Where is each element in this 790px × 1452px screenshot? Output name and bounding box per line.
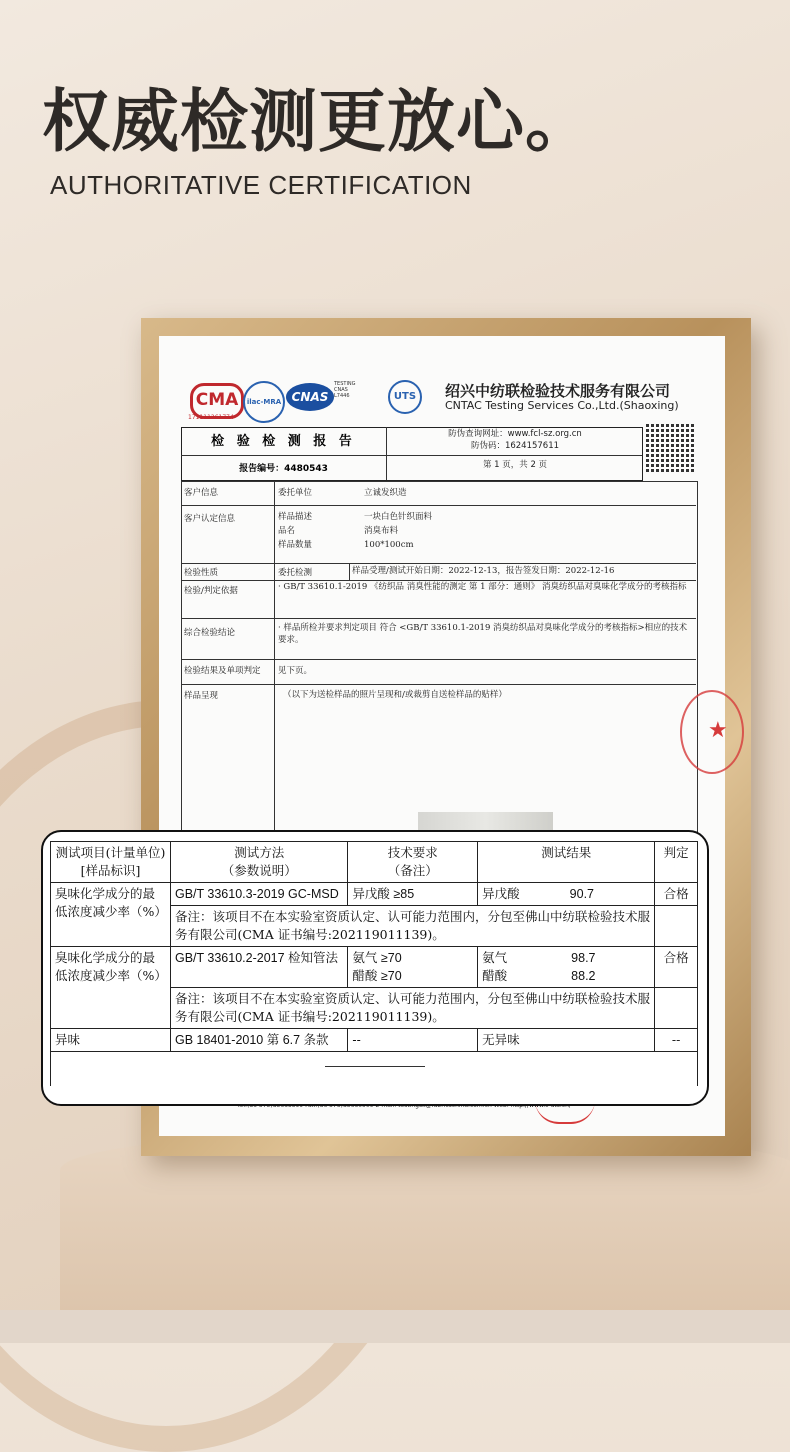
test-verdict: -- [655, 1029, 698, 1052]
qr-code-icon [646, 424, 694, 472]
divider [386, 427, 387, 480]
test-verdict: 合格 [655, 947, 698, 988]
test-item: 臭味化学成分的最低浓度减少率（%） [51, 883, 171, 947]
divider [181, 455, 386, 456]
test-requirement: -- [348, 1029, 478, 1052]
test-requirement: 氨气 ≥70 醋酸 ≥70 [348, 947, 478, 988]
cnas-note: TESTING CNAS L7446 [334, 381, 356, 399]
header-cell: 测试结果 [478, 842, 655, 883]
divider [181, 684, 696, 685]
divider [181, 563, 696, 564]
table-header-row [51, 842, 698, 883]
table-row [51, 1029, 698, 1052]
confirm-value-2: 消臭布料 [364, 526, 399, 536]
table-row [51, 883, 698, 906]
page-subtitle: AUTHORITATIVE CERTIFICATION [50, 170, 472, 200]
cma-number: 171111261774 [188, 414, 234, 421]
header-cell: 测试项目(计量单位) [样品标识] [51, 842, 171, 883]
bottom-band [0, 1310, 790, 1343]
page-title: 权威检测更放心。 [42, 83, 595, 162]
cma-logo: CMA [190, 383, 244, 419]
uts-logo: UTS [388, 380, 422, 414]
nature-label: 检验性质 [184, 568, 219, 578]
company-name-cn: 绍兴中纺联检验技术服务有限公司 [445, 382, 671, 400]
empty-cell [51, 1052, 698, 1087]
empty-cell [655, 988, 698, 1029]
test-note: 备注：该项目不在本实验室资质认定、认可能力范围内，分包至佛山中纺联检验技术服务有限公司(CMA 证书编号:202119011139)。 [170, 988, 654, 1029]
test-item: 臭味化学成分的最低浓度减少率（%） [51, 947, 171, 1029]
test-item: 异味 [51, 1029, 171, 1052]
nature-value: 委托检测 [278, 568, 313, 578]
header-cell: 技术要求 （备注） [348, 842, 478, 883]
divider [181, 618, 696, 619]
verify-code: 防伪码：1624157611 [470, 441, 560, 451]
sample-label: 样品呈现 [184, 691, 219, 701]
star-icon: ★ [708, 718, 728, 743]
confirm-key-2: 品名 [278, 526, 296, 536]
client-value: 立诚发织造 [364, 488, 407, 498]
result-label: 检验结果及单项判定 [184, 666, 261, 676]
confirm-value-3: 100*100cm [364, 540, 414, 550]
report-number: 报告编号：4480543 [239, 464, 328, 474]
table-empty-row [51, 1052, 698, 1087]
results-table [50, 841, 698, 1086]
test-requirement: 异戊酸 ≥85 [348, 883, 478, 906]
empty-cell [655, 906, 698, 947]
conclusion-label: 综合检验结论 [184, 628, 236, 638]
basis-label: 检验/判定依据 [184, 586, 238, 596]
divider [386, 455, 642, 456]
verify-info [388, 428, 642, 452]
header-cell: 测试方法 （参数说明） [170, 842, 347, 883]
company-name-en: CNTAC Testing Services Co.,Ltd.(Shaoxing) [445, 399, 679, 412]
client-key: 委托单位 [278, 488, 313, 498]
test-method: GB 18401-2010 第 6.7 条款 [170, 1029, 347, 1052]
divider [325, 1066, 425, 1067]
test-verdict: 合格 [655, 883, 698, 906]
ilac-logo: ilac-MRA [243, 381, 285, 423]
confirm-key-3: 样品数量 [278, 540, 313, 550]
sample-value: （以下为送检样品的照片呈现和/或裁剪自送检样品的贴样） [283, 690, 507, 700]
result-value: 见下页。 [278, 666, 313, 676]
confirm-label: 客户认定信息 [184, 514, 236, 524]
divider [181, 659, 696, 660]
divider [181, 505, 696, 506]
confirm-value-1: 一块白色针织面料 [364, 512, 433, 522]
cnas-logo: CNAS [286, 383, 334, 411]
confirm-key-1: 样品描述 [278, 512, 313, 522]
test-result: 无异味 [478, 1029, 655, 1052]
client-label: 客户信息 [184, 488, 219, 498]
test-note: 备注：该项目不在本实验室资质认定、认可能力范围内，分包至佛山中纺联检验技术服务有限公司(CMA 证书编号:202119011139)。 [170, 906, 654, 947]
test-result: 氨气 98.7 醋酸 88.2 [478, 947, 655, 988]
report-dates: 样品受理/测试开始日期：2022-12-13，报告签发日期：2022-12-16 [352, 566, 615, 576]
header-cell: 判定 [655, 842, 698, 883]
test-result: 异戊酸 90.7 [478, 883, 655, 906]
conclusion-value: · 样品所检并要求判定项目 符合 <GB/T 33610.1-2019 消臭纺织品对臭味化学成分的考核指标>相应的技术要求。 [278, 623, 688, 645]
pedestal [60, 1130, 790, 1320]
test-method: GB/T 33610.2-2017 检知管法 [170, 947, 347, 988]
test-method: GB/T 33610.3-2019 GC-MSD [170, 883, 347, 906]
divider [349, 563, 350, 580]
basis-value: · GB/T 33610.1-2019 《纺织品 消臭性能的测定 第 1 部分：通则》 消臭纺织品对臭味化学成分的考核指标 [278, 582, 687, 592]
verify-url: 防伪查询网址：www.fcl-sz.org.cn [448, 429, 582, 439]
table-row [51, 947, 698, 988]
page-number: 第 1 页，共 2 页 [482, 460, 548, 470]
report-title: 检 验 检 测 报 告 [211, 434, 356, 449]
